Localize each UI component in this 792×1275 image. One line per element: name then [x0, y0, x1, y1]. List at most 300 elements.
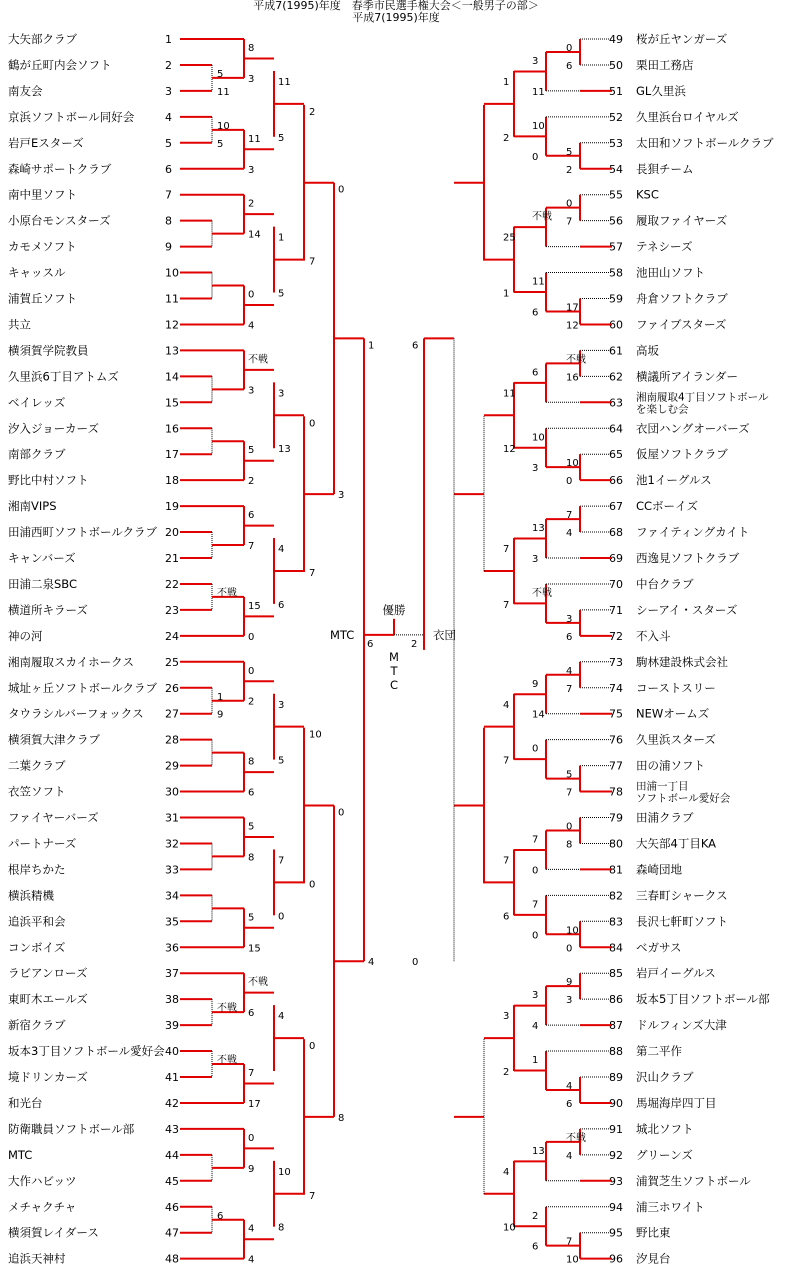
score-label: 9: [217, 709, 224, 721]
team-name: ファイヤーバーズ: [8, 810, 99, 825]
seed-number: 58: [609, 266, 623, 280]
team-name: 新宿クラブ: [8, 1018, 66, 1033]
team-name: 舟倉ソフトクラブ: [636, 291, 728, 306]
seed-number: 94: [609, 1200, 623, 1214]
score-label: 不戦: [217, 1055, 237, 1067]
score-label: 2: [248, 696, 255, 708]
score-label: 3: [566, 613, 573, 625]
seed-number: 78: [609, 785, 623, 799]
team-name: 太田和ソフトボールクラブ: [636, 135, 774, 150]
seed-number: 89: [609, 1071, 623, 1084]
team-name: ドルフィンズ大津: [636, 1018, 727, 1033]
team-name: ファイブスターズ: [636, 317, 727, 332]
score-label: 5: [566, 769, 573, 781]
team-name: 南中里ソフト: [8, 187, 77, 202]
seed-number: 18: [165, 474, 179, 488]
page-title: 平成7(1995)年度 春季市民選手権大会＜一般男子の部＞: [253, 0, 539, 12]
team-name: 不入斗: [636, 628, 671, 643]
seed-number: 32: [165, 837, 179, 851]
score-label: 5: [248, 912, 255, 924]
score-label: 0: [532, 151, 539, 163]
score-label: 7: [503, 755, 510, 767]
team-name: 久里浜台ロイヤルズ: [636, 109, 739, 124]
seed-number: 72: [609, 629, 623, 643]
score-label: 11: [217, 86, 230, 98]
seed-number: 59: [609, 292, 623, 306]
seed-number: 91: [609, 1122, 623, 1136]
score-label: 4: [566, 528, 573, 540]
score-label: 10: [217, 120, 230, 132]
score-label: 7: [566, 787, 573, 799]
score-label: 3: [248, 385, 255, 397]
champion-char: C: [389, 677, 399, 692]
score-label: 不戦: [248, 977, 268, 989]
seed-number: 20: [165, 526, 179, 540]
score-label: 6: [532, 1241, 539, 1253]
seed-number: 13: [165, 344, 179, 358]
seed-number: 85: [609, 967, 623, 981]
seed-number: 19: [165, 500, 179, 514]
score-label: 13: [278, 444, 291, 456]
seed-number: 5: [165, 136, 172, 150]
team-name: 神の河: [8, 628, 43, 643]
score-label: 不戦: [566, 1132, 586, 1144]
seed-number: 79: [609, 811, 623, 825]
seed-number: 14: [165, 370, 179, 384]
seed-number: 24: [165, 629, 179, 643]
team-name: 根岸ちかた: [8, 862, 66, 877]
score-label: 5: [278, 132, 285, 144]
score-label: 1: [278, 232, 285, 244]
score-label: 9: [566, 977, 573, 989]
seed-number: 84: [609, 941, 623, 955]
score-label: 5: [566, 146, 573, 158]
team-name: 栗田工務店: [636, 57, 694, 72]
score-label: 4: [368, 957, 375, 969]
team-name: CCボーイズ: [636, 499, 698, 514]
score-label: 10: [566, 1254, 579, 1266]
score-label: 7: [248, 1068, 255, 1080]
score-label: 10: [309, 729, 322, 741]
score-label: 6: [248, 510, 255, 522]
score-label: 2: [566, 164, 573, 176]
score-label: 4: [566, 1081, 573, 1092]
seed-number: 2: [165, 58, 172, 72]
seed-number: 4: [165, 110, 172, 124]
team-name: 浦賀丘ソフト: [8, 291, 77, 306]
team-name: 大作ハビッツ: [8, 1173, 77, 1188]
seed-number: 75: [609, 707, 623, 721]
score-label: 10: [566, 458, 579, 470]
team-name: 浦三ホワイト: [636, 1199, 705, 1214]
score-label: 7: [309, 1190, 316, 1202]
score-label: 0: [566, 476, 573, 488]
seed-number: 8: [165, 214, 172, 228]
score-label: 7: [532, 834, 539, 846]
seed-number: 71: [609, 603, 623, 617]
score-label: 17: [248, 1098, 261, 1110]
score-label: 6: [412, 340, 419, 352]
score-label: 11: [532, 86, 545, 98]
team-name: キャッスル: [8, 265, 66, 280]
team-name: 田浦クラブ: [636, 810, 694, 825]
team-name: 森崎団地: [636, 862, 682, 877]
team-name: 駒林建設株式会社: [636, 654, 728, 669]
seed-number: 29: [165, 759, 179, 773]
team-name: キャンバーズ: [8, 551, 76, 565]
score-label: 7: [532, 899, 539, 911]
seed-number: 45: [165, 1174, 179, 1188]
seed-number: 74: [609, 681, 623, 695]
final-left-name: MTC: [330, 627, 355, 642]
seed-number: 81: [609, 863, 623, 877]
seed-number: 62: [609, 370, 623, 384]
seed-number: 87: [609, 1019, 623, 1033]
seed-number: 37: [165, 967, 179, 981]
score-label: 4: [532, 1021, 539, 1033]
seed-number: 57: [609, 240, 623, 254]
seed-number: 61: [609, 344, 623, 358]
team-name: ラビアンローズ: [8, 966, 88, 981]
seed-number: 49: [609, 33, 623, 46]
score-label: 0: [248, 665, 255, 677]
team-name: 野比東: [636, 1225, 671, 1240]
seed-number: 35: [165, 915, 179, 929]
seed-number: 23: [165, 603, 179, 617]
seed-number: 42: [165, 1096, 179, 1110]
team-name: 汐見台: [636, 1251, 671, 1266]
seed-number: 17: [165, 448, 179, 462]
seed-number: 15: [165, 396, 179, 410]
team-name: 池1イーグルス: [636, 473, 712, 488]
score-label: 13: [532, 523, 545, 535]
team-name: 追浜平和会: [8, 914, 66, 929]
team-name: 防衛職員ソフトボール部: [8, 1121, 135, 1136]
score-label: 6: [532, 367, 539, 379]
seed-number: 82: [609, 889, 623, 903]
score-label: 2: [532, 1210, 539, 1222]
team-name: KSC: [636, 187, 659, 202]
team-name: 横須賀学院教員: [8, 343, 89, 358]
seed-number: 93: [609, 1174, 623, 1188]
score-label: 0: [412, 957, 419, 969]
seed-number: 83: [609, 915, 623, 929]
score-label: 0: [532, 930, 539, 942]
team-name: テネシーズ: [636, 239, 693, 254]
team-name: 二葉クラブ: [8, 758, 66, 773]
score-label: 6: [566, 631, 573, 643]
team-name: 横須賀大津クラブ: [8, 732, 100, 747]
score-label: 3: [532, 55, 539, 67]
score-label: 8: [248, 852, 255, 864]
score-label: 3: [532, 463, 539, 475]
score-label: 0: [278, 911, 285, 923]
score-label: 7: [309, 256, 316, 268]
seed-number: 95: [609, 1226, 623, 1240]
score-label: 4: [278, 544, 285, 556]
seed-number: 7: [165, 188, 172, 202]
seed-number: 11: [165, 292, 179, 306]
team-name: 城址ヶ丘ソフトボールクラブ: [8, 680, 158, 695]
score-label: 12: [566, 320, 579, 332]
team-name: 田浦西町ソフトボールクラブ: [8, 525, 158, 540]
score-label: 9: [248, 1163, 255, 1175]
score-label: 6: [248, 1008, 255, 1020]
score-label: 0: [532, 743, 539, 755]
score-label: 7: [566, 1236, 573, 1248]
score-label: 4: [566, 1150, 573, 1162]
team-name: 南友会: [8, 83, 43, 98]
seed-number: 28: [165, 733, 179, 747]
team-name: タウラシルバーフォックス: [8, 706, 144, 721]
score-label: 不戦: [248, 354, 268, 366]
seed-number: 90: [609, 1096, 623, 1110]
score-label: 2: [248, 476, 255, 488]
seed-number: 21: [165, 552, 179, 565]
seed-number: 96: [609, 1252, 623, 1266]
score-label: 8: [338, 1112, 345, 1124]
score-label: 2: [248, 198, 255, 210]
seed-number: 60: [609, 318, 623, 332]
score-label: 14: [532, 709, 545, 721]
seed-number: 40: [165, 1045, 179, 1059]
champion-char: M: [389, 649, 399, 664]
seed-number: 25: [165, 655, 179, 669]
seed-number: 9: [165, 240, 172, 254]
score-label: 0: [309, 1041, 316, 1053]
score-label: 7: [309, 567, 316, 579]
score-label: 0: [566, 43, 573, 54]
seed-number: 53: [609, 136, 623, 150]
score-label: 11: [503, 388, 516, 400]
score-label: 0: [532, 865, 539, 877]
score-label: 7: [503, 599, 510, 611]
seed-number: 33: [165, 863, 179, 877]
score-label: 0: [566, 821, 573, 833]
score-label: 10: [503, 1222, 516, 1234]
team-name: ベガサス: [636, 940, 682, 955]
score-label: 不戦: [532, 587, 552, 599]
score-label: 15: [248, 600, 261, 612]
score-label: 0: [338, 807, 345, 819]
team-name: カモメソフト: [8, 239, 77, 254]
seed-number: 36: [165, 941, 179, 955]
team-name: 西逸見ソフトクラブ: [636, 551, 740, 565]
seed-number: 50: [609, 58, 623, 72]
score-label: 6: [217, 1210, 224, 1222]
score-label: 4: [248, 1254, 255, 1266]
team-name: コンボイズ: [8, 940, 66, 955]
score-label: 7: [566, 510, 573, 522]
seed-number: 44: [165, 1148, 179, 1162]
final-right-name: 衣団: [433, 627, 456, 642]
team-name: 長狽チーム: [636, 161, 694, 176]
champion-char: T: [390, 663, 398, 678]
seed-number: 31: [165, 811, 179, 825]
score-label: 6: [248, 787, 255, 799]
score-label: 不戦: [217, 587, 237, 599]
team-name: ベイレッズ: [8, 395, 66, 410]
seed-number: 39: [165, 1019, 179, 1033]
team-name: 久里浜6丁目アトムズ: [8, 369, 119, 384]
score-label: 3: [532, 990, 539, 1002]
seed-number: 41: [165, 1071, 179, 1084]
score-label: 10: [566, 925, 579, 937]
team-name: コーストスリー: [636, 680, 716, 695]
score-label: 17: [566, 302, 579, 314]
score-label: 6: [278, 599, 285, 611]
team-name: 湘南履取4丁目ソフトボールを楽しむ会: [636, 391, 769, 416]
score-label: 11: [532, 276, 545, 288]
score-label: 2: [503, 132, 510, 144]
seed-number: 47: [165, 1226, 179, 1240]
team-name: 岩戸Eスターズ: [8, 135, 84, 150]
seed-number: 70: [609, 577, 623, 591]
score-label: 8: [248, 756, 255, 768]
team-name: 横道所キラーズ: [8, 602, 88, 617]
seed-number: 22: [165, 577, 179, 591]
team-name: 三春町シャークス: [636, 888, 728, 903]
seed-number: 27: [165, 707, 179, 721]
team-name: 衣団ハングオーバーズ: [636, 421, 750, 436]
score-label: 0: [566, 943, 573, 955]
team-name: 小原台モンスターズ: [8, 213, 111, 228]
seed-number: 73: [609, 655, 623, 669]
seed-number: 48: [165, 1252, 179, 1266]
score-label: 10: [278, 1166, 291, 1178]
team-name: 鶴が丘町内会ソフト: [8, 57, 112, 72]
score-label: 5: [217, 68, 224, 80]
team-name: 汐入ジョーカーズ: [8, 421, 99, 436]
score-label: 4: [503, 699, 510, 711]
score-label: 7: [278, 855, 285, 867]
seed-number: 69: [609, 552, 623, 565]
team-name: GL久里浜: [636, 83, 686, 98]
seed-number: 54: [609, 162, 623, 176]
score-label: 14: [248, 229, 261, 241]
seed-number: 30: [165, 785, 179, 799]
team-name: 高坂: [636, 343, 659, 358]
score-label: 15: [248, 943, 261, 955]
team-name: 森崎サポートクラブ: [8, 161, 112, 176]
seed-number: 38: [165, 993, 179, 1007]
score-label: 10: [532, 432, 545, 444]
seed-number: 16: [165, 422, 179, 436]
seed-number: 6: [165, 162, 172, 176]
score-label: 3: [566, 995, 573, 1007]
seed-number: 3: [165, 84, 172, 98]
score-label: 1: [217, 691, 224, 703]
score-label: 5: [278, 755, 285, 767]
score-label: 6: [566, 1098, 573, 1110]
team-name: 久里浜スターズ: [636, 732, 716, 747]
seed-number: 65: [609, 448, 623, 462]
team-name: 横議所アイランダー: [636, 369, 739, 384]
team-name: 第二平作: [636, 1044, 682, 1059]
team-name: 浦賀芝生ソフトボール: [636, 1173, 751, 1188]
score-label: 0: [248, 631, 255, 643]
score-label: 8: [566, 839, 573, 851]
score-label: 7: [566, 216, 573, 228]
score-label: 13: [532, 1145, 545, 1157]
score-label: 7: [566, 683, 573, 695]
score-label: 2: [309, 106, 316, 118]
seed-number: 66: [609, 474, 623, 488]
team-name: 境ドリンカーズ: [8, 1070, 88, 1084]
team-name: 横浜精機: [8, 888, 54, 903]
score-label: 11: [278, 76, 291, 88]
seed-number: 76: [609, 733, 623, 747]
seed-number: 26: [165, 681, 179, 695]
score-label: 4: [566, 665, 573, 677]
score-label: 0: [309, 418, 316, 430]
score-label: 3: [338, 490, 345, 502]
seed-number: 88: [609, 1045, 623, 1059]
team-name: 和光台: [8, 1095, 43, 1110]
score-label: 1: [503, 288, 510, 300]
score-label: 3: [278, 388, 285, 400]
score-label: 1: [368, 340, 375, 352]
score-label: 1: [532, 1055, 539, 1067]
team-name: 坂本3丁目ソフトボール愛好会: [8, 1044, 165, 1059]
team-name: 横須賀レイダース: [8, 1225, 99, 1240]
seed-number: 43: [165, 1122, 179, 1136]
team-name: 仮屋ソフトクラブ: [636, 447, 728, 462]
seed-number: 67: [609, 500, 623, 514]
score-label: 0: [309, 879, 316, 891]
score-label: 不戦: [532, 211, 552, 223]
team-name: ファイティングカイト: [636, 525, 750, 540]
score-label: 6: [566, 60, 573, 72]
seed-number: 63: [609, 396, 623, 410]
score-label: 25: [503, 232, 516, 244]
score-label: 12: [503, 444, 516, 456]
team-name: 池田山ソフト: [636, 265, 705, 280]
score-label: 10: [532, 120, 545, 132]
team-name: NEWオームズ: [636, 706, 710, 721]
team-name: 田浦二泉SBC: [8, 576, 78, 591]
score-label: 不戦: [217, 1003, 237, 1015]
seed-number: 64: [609, 422, 623, 436]
final-label: 優勝: [382, 602, 406, 617]
score-label: 3: [503, 1011, 510, 1023]
score-label: 6: [532, 307, 539, 319]
final-right-score: 2: [411, 638, 418, 650]
score-label: 3: [248, 73, 255, 85]
score-label: 8: [248, 43, 255, 54]
team-name: 城北ソフト: [636, 1121, 694, 1136]
team-name: グリーンズ: [636, 1147, 693, 1162]
seed-number: 52: [609, 110, 623, 124]
seed-number: 92: [609, 1148, 623, 1162]
seed-number: 34: [165, 889, 179, 903]
team-name: 田の浦ソフト: [636, 758, 705, 773]
score-label: 不戦: [566, 354, 586, 366]
seed-number: 68: [609, 526, 623, 540]
team-name: MTC: [8, 1147, 33, 1162]
final-left-score: 6: [367, 638, 374, 650]
team-name: 坂本5丁目ソフトボール部: [636, 992, 770, 1007]
seed-number: 10: [165, 266, 179, 280]
team-name: 湘南VIPS: [8, 499, 57, 514]
team-name: 長沢七軒町ソフト: [636, 914, 728, 929]
score-label: 5: [217, 138, 224, 150]
team-name: 衣笠ソフト: [8, 784, 66, 799]
score-label: 5: [248, 821, 255, 833]
score-label: 2: [503, 1067, 510, 1078]
team-name: 大矢部4丁目KA: [636, 836, 717, 851]
seed-number: 77: [609, 759, 623, 773]
